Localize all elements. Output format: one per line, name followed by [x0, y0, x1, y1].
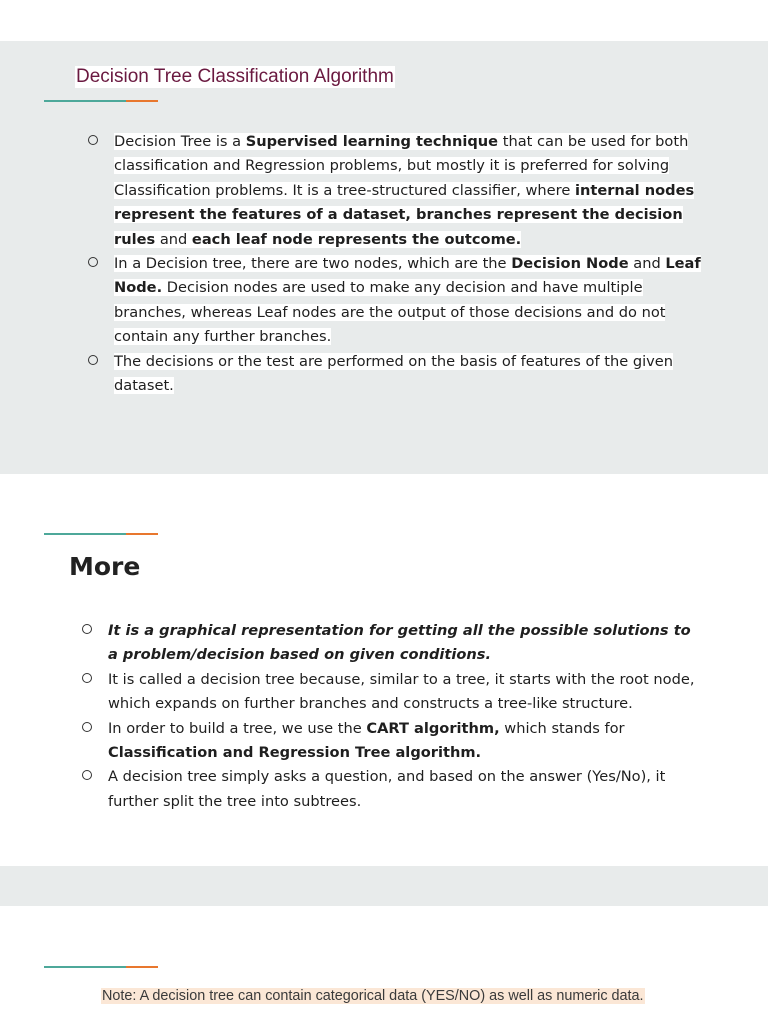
bullet-circle-icon [82, 673, 92, 683]
note-text: Note: A decision tree can contain categorical data (YES/NO) as well as numeric data. [102, 988, 644, 1004]
bullet-item [88, 350, 710, 399]
bullet-circle-icon [82, 722, 92, 732]
text-run: and [628, 255, 666, 273]
bullet-list [82, 619, 702, 814]
bullet-text [108, 768, 665, 809]
bullet-circle-icon [88, 257, 98, 267]
bullet-item [88, 252, 710, 350]
bullet-list [88, 130, 710, 398]
slide-more [0, 474, 768, 866]
bold-run: CART algorithm, [366, 719, 500, 737]
text-run: It is called a decision tree because, similar to a tree, it starts with the root node, which expands on further branches and constructs a tree-like structure. [108, 670, 695, 713]
text-run: In a Decision tree, there are two nodes, which are the [114, 255, 512, 273]
text-run: and [155, 230, 192, 248]
text-run: which stands for [499, 719, 625, 737]
bullet-text [114, 133, 694, 248]
bullet-circle-icon [82, 770, 92, 780]
bullet-text [108, 671, 694, 712]
bullet-item [82, 717, 702, 766]
blank-gray-band [0, 866, 768, 906]
bullet-text [114, 353, 673, 394]
text-run: Decision Tree is a [114, 133, 246, 150]
bullet-circle-icon [88, 135, 98, 145]
heading-accent-rule [44, 533, 158, 535]
text-run: A decision tree simply asks a question, and based on the answer (Yes/No), it further split the tree into subtrees. [108, 768, 666, 810]
text-run: Decision nodes are used to make any decision and have multiple branches, whereas Leaf nodes are the output of those decisions and do not contain any further branches. [114, 279, 666, 346]
bold-run: each leaf node represents the outcome. [191, 230, 522, 248]
section-heading: More [69, 552, 141, 581]
bullet-item [88, 130, 710, 252]
slide-title: Decision Tree Classification Algorithm [76, 66, 394, 87]
note-accent-rule [44, 966, 158, 968]
bullet-circle-icon [82, 624, 92, 634]
bullet-item [82, 668, 702, 717]
title-accent-rule [44, 100, 158, 102]
bullet-item [82, 765, 702, 814]
bullet-item [82, 619, 702, 668]
slide-decision-tree-intro [0, 41, 768, 474]
bold-run: Supervised learning technique [245, 133, 499, 150]
text-run: In order to build a tree, we use the [108, 719, 367, 737]
bold-run: Classification and Regression Tree algorithm. [108, 744, 482, 762]
bullet-text [108, 622, 691, 663]
bold-run: It is a graphical representation for getting all the possible solutions to a problem/decision based on given conditions. [108, 622, 691, 664]
slide-note [0, 906, 768, 1024]
bullet-circle-icon [88, 355, 98, 365]
bold-run: internal nodes represent the features of a dataset, branches represent the decision rules [114, 181, 695, 248]
bold-run: Leaf Node. [114, 255, 701, 297]
text-run: The decisions or the test are performed on the basis of features of the given dataset. [114, 352, 674, 395]
bullet-text [114, 255, 701, 345]
bold-run: Decision Node [511, 255, 629, 273]
bullet-text [108, 720, 625, 761]
text-run: that can be used for both classification and Regression problems, but mostly it is preferred for solving Classification problems. It is a tree-structured classifier, where [114, 133, 689, 199]
